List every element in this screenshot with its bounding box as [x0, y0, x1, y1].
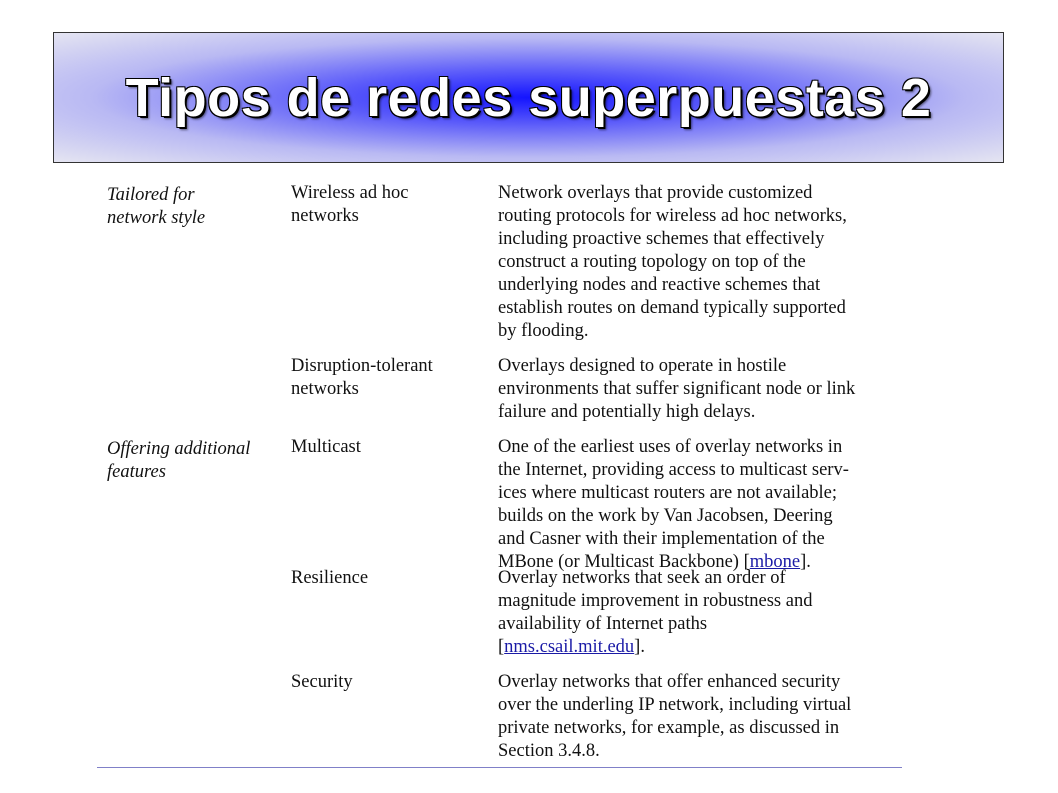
description-line: Overlay networks that seek an order of [498, 568, 786, 588]
type-line: Resilience [291, 568, 369, 588]
description-line: Overlay networks that offer enhanced security [498, 672, 841, 692]
category-tailored [107, 184, 282, 230]
link-suffix: ]. [634, 637, 645, 657]
description-line: One of the earliest uses of overlay networks in [498, 437, 843, 457]
description-line: magnitude improvement in robustness and [498, 591, 813, 611]
description-wireless-ad-hoc [498, 182, 898, 343]
description-line: including proactive schemes that effectively [498, 229, 825, 249]
description-line: Network overlays that provide customized [498, 183, 813, 203]
type-resilience [291, 567, 491, 590]
description-line: over the underling IP network, including virtual [498, 695, 852, 715]
category-line: network style [107, 208, 206, 228]
description-line: establish routes on demand typically supported [498, 298, 846, 318]
description-security [498, 671, 898, 763]
mbone-link[interactable]: mbone [749, 552, 801, 572]
description-disruption-tolerant [498, 355, 898, 424]
page-title: Tipos de redes superpuestas 2 [125, 67, 932, 128]
description-text: MBone (or Multicast Backbone) [ [498, 552, 750, 572]
description-multicast [498, 436, 898, 574]
type-disruption-tolerant [291, 355, 491, 401]
type-line: networks [291, 379, 359, 399]
category-line: features [107, 462, 166, 482]
table-bottom-rule [97, 767, 902, 768]
type-wireless-ad-hoc [291, 182, 491, 228]
type-multicast [291, 436, 491, 459]
type-line: networks [291, 206, 359, 226]
description-line: routing protocols for wireless ad hoc networks, [498, 206, 847, 226]
type-line: Security [291, 672, 353, 692]
description-text: [ [498, 637, 505, 657]
description-line: construct a routing topology on top of the [498, 252, 806, 272]
category-line: Offering additional [107, 439, 251, 459]
type-security [291, 671, 491, 694]
type-line: Multicast [291, 437, 361, 457]
description-line: and Casner with their implementation of the [498, 529, 825, 549]
description-line: environments that suffer significant node or link [498, 379, 856, 399]
description-line: underlying nodes and reactive schemes that [498, 275, 821, 295]
description-line: Overlays designed to operate in hostile [498, 356, 787, 376]
description-line: availability of Internet paths [498, 614, 708, 634]
description-resilience [498, 567, 898, 659]
description-line: ices where multicast routers are not available; [498, 483, 838, 503]
description-line: by flooding. [498, 321, 589, 341]
description-line: failure and potentially high delays. [498, 402, 756, 422]
category-offering-additional [107, 438, 282, 484]
link-suffix: ]. [800, 552, 811, 572]
nms-csail-link[interactable]: nms.csail.mit.edu [504, 637, 635, 657]
type-line: Wireless ad hoc [291, 183, 409, 203]
description-line-with-link [498, 636, 898, 659]
description-line: private networks, for example, as discussed in [498, 718, 840, 738]
title-banner [53, 32, 1004, 163]
type-line: Disruption-tolerant [291, 356, 433, 376]
category-line: Tailored for [107, 185, 195, 205]
description-line: builds on the work by Van Jacobsen, Deering [498, 506, 833, 526]
description-line: Section 3.4.8. [498, 741, 600, 761]
description-line: the Internet, providing access to multicast serv- [498, 460, 849, 480]
